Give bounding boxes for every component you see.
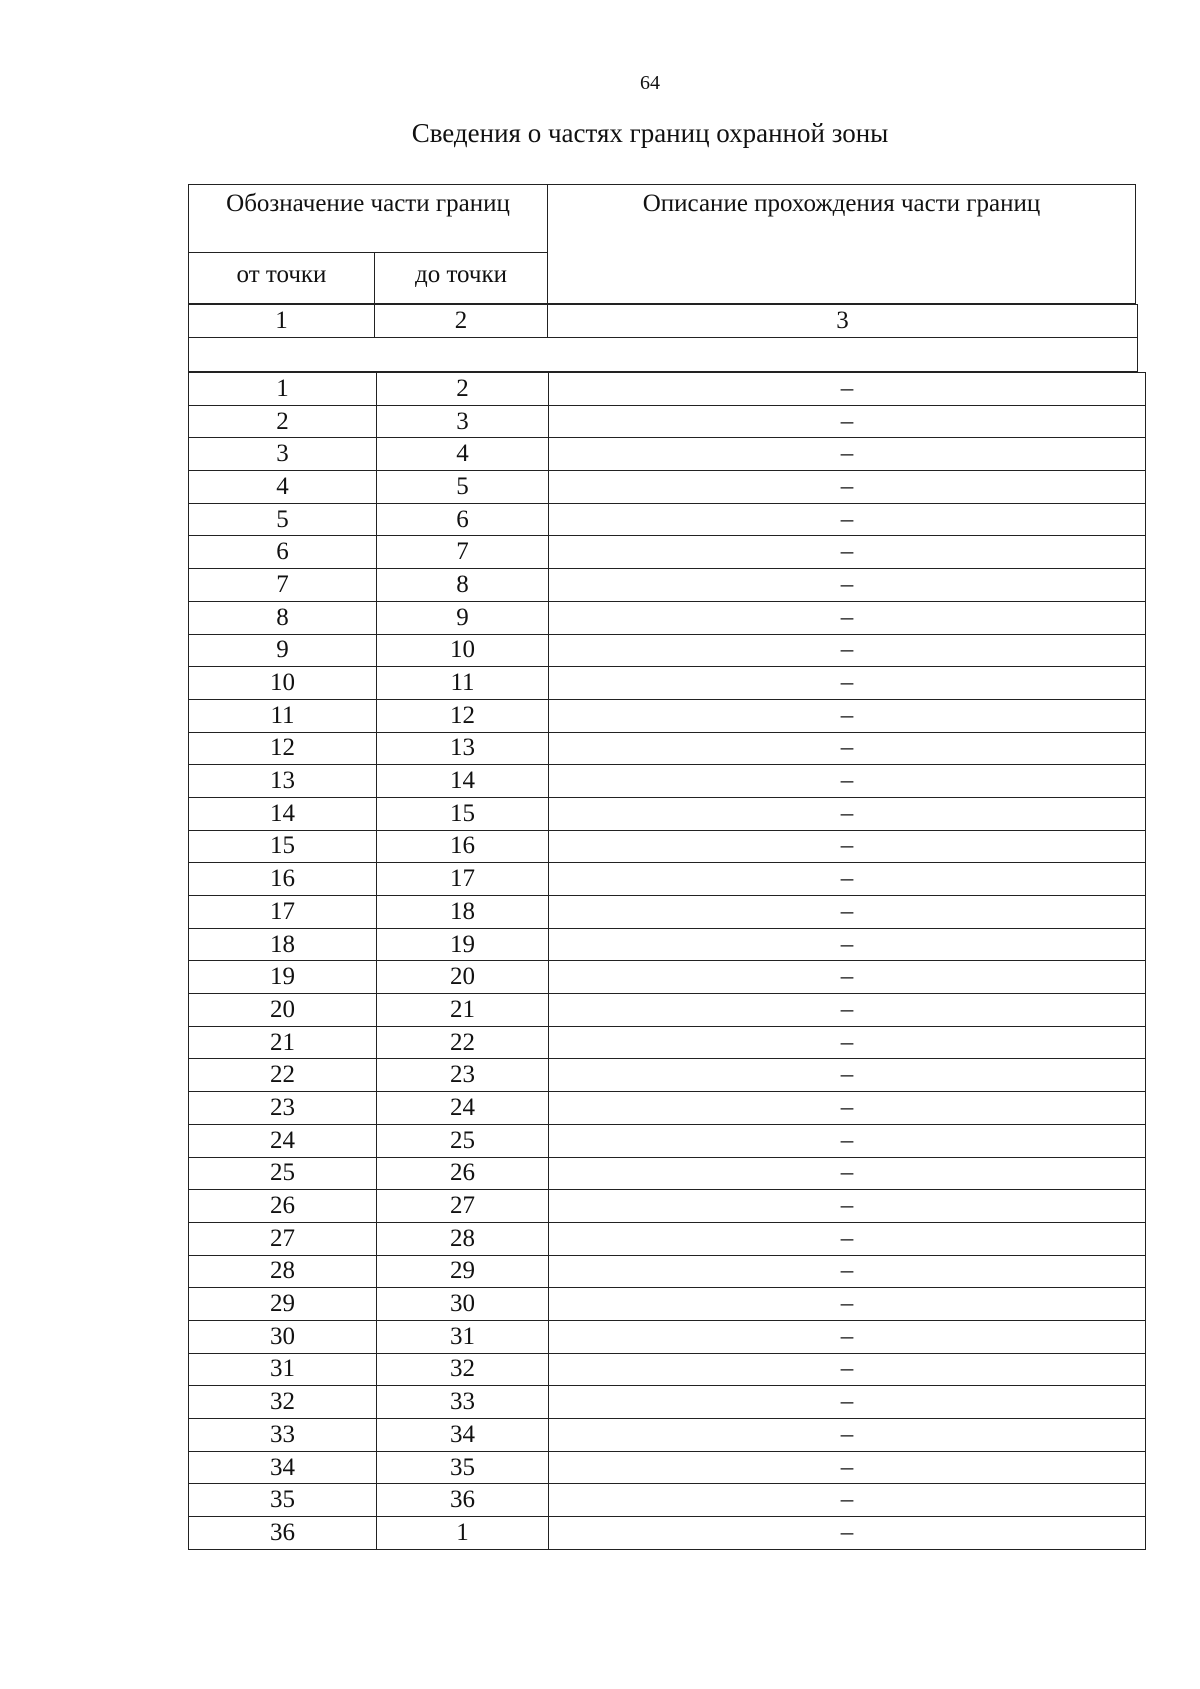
table-row (189, 634, 1146, 667)
description-cell: – (549, 928, 1146, 961)
description-cell: – (549, 667, 1146, 700)
description-cell: – (549, 471, 1146, 504)
table-row (189, 1255, 1146, 1288)
from-point-cell: 33 (189, 1419, 377, 1452)
to-point-cell: 36 (377, 1484, 549, 1517)
table-row (189, 863, 1146, 896)
description-cell: – (549, 373, 1146, 406)
description-cell: – (549, 1484, 1146, 1517)
from-point-cell: 14 (189, 797, 377, 830)
to-point-cell: 25 (377, 1124, 549, 1157)
column-number: 2 (375, 305, 548, 337)
to-point-cell: 23 (377, 1059, 549, 1092)
description-cell: – (549, 438, 1146, 471)
description-cell: – (549, 1059, 1146, 1092)
to-point-cell: 2 (377, 373, 549, 406)
from-point-cell: 35 (189, 1484, 377, 1517)
table-row (189, 1026, 1146, 1059)
table-row (189, 1288, 1146, 1321)
description-cell: – (549, 797, 1146, 830)
from-point-cell: 3 (189, 438, 377, 471)
to-point-cell: 18 (377, 896, 549, 929)
table-row (189, 1092, 1146, 1125)
table-row (189, 830, 1146, 863)
from-point-cell: 5 (189, 503, 377, 536)
from-point-cell: 31 (189, 1353, 377, 1386)
section-blank-row (188, 338, 1138, 372)
to-point-cell: 19 (377, 928, 549, 961)
description-cell: – (549, 1255, 1146, 1288)
from-point-cell: 27 (189, 1222, 377, 1255)
description-cell: – (549, 765, 1146, 798)
from-point-cell: 22 (189, 1059, 377, 1092)
to-point-cell: 13 (377, 732, 549, 765)
from-point-cell: 24 (189, 1124, 377, 1157)
from-point-cell: 34 (189, 1451, 377, 1484)
table-row (189, 765, 1146, 798)
column-number: 1 (189, 305, 375, 337)
to-point-cell: 4 (377, 438, 549, 471)
description-cell: – (549, 1353, 1146, 1386)
to-point-cell: 15 (377, 797, 549, 830)
table-row (189, 1484, 1146, 1517)
from-point-cell: 7 (189, 569, 377, 602)
from-point-cell: 12 (189, 732, 377, 765)
to-point-cell: 11 (377, 667, 549, 700)
table-row (189, 667, 1146, 700)
from-point-cell: 10 (189, 667, 377, 700)
description-cell: – (549, 1190, 1146, 1223)
from-point-cell: 28 (189, 1255, 377, 1288)
page-number: 64 (640, 72, 660, 94)
description-cell: – (549, 405, 1146, 438)
table-body (189, 373, 1146, 1550)
from-point-cell: 30 (189, 1320, 377, 1353)
column-number: 3 (836, 307, 849, 334)
table-row (189, 536, 1146, 569)
from-point-cell: 6 (189, 536, 377, 569)
description-cell: – (549, 1320, 1146, 1353)
table-row (189, 373, 1146, 406)
table-row (189, 1320, 1146, 1353)
table-row (189, 471, 1146, 504)
to-point-cell: 26 (377, 1157, 549, 1190)
to-point-cell: 17 (377, 863, 549, 896)
header-to-point: до точки (375, 253, 548, 303)
description-cell: – (549, 503, 1146, 536)
table-row (189, 1059, 1146, 1092)
from-point-cell: 36 (189, 1517, 377, 1550)
table-row (189, 1419, 1146, 1452)
boundary-parts-table (188, 372, 1146, 1550)
from-point-cell: 20 (189, 994, 377, 1027)
table-row (189, 1517, 1146, 1550)
from-point-cell: 23 (189, 1092, 377, 1125)
from-point-cell: 9 (189, 634, 377, 667)
table-row (189, 699, 1146, 732)
table-row (189, 994, 1146, 1027)
to-point-cell: 16 (377, 830, 549, 863)
description-cell: – (549, 1419, 1146, 1452)
to-point-cell: 22 (377, 1026, 549, 1059)
column-number-row (188, 304, 1138, 338)
from-point-cell: 32 (189, 1386, 377, 1419)
description-cell: – (549, 732, 1146, 765)
table-row (189, 797, 1146, 830)
table-header (188, 184, 1136, 304)
table-row (189, 601, 1146, 634)
from-point-cell: 1 (189, 373, 377, 406)
from-point-cell: 11 (189, 699, 377, 732)
header-from-point: от точки (189, 253, 375, 303)
table-row (189, 405, 1146, 438)
table-row (189, 896, 1146, 929)
table-row (189, 928, 1146, 961)
description-cell: – (549, 994, 1146, 1027)
from-point-cell: 21 (189, 1026, 377, 1059)
to-point-cell: 29 (377, 1255, 549, 1288)
table-row (189, 1157, 1146, 1190)
to-point-cell: 32 (377, 1353, 549, 1386)
description-cell: – (549, 896, 1146, 929)
to-point-cell: 30 (377, 1288, 549, 1321)
description-cell: – (549, 961, 1146, 994)
to-point-cell: 8 (377, 569, 549, 602)
from-point-cell: 8 (189, 601, 377, 634)
description-cell: – (549, 830, 1146, 863)
from-point-cell: 18 (189, 928, 377, 961)
description-cell: – (549, 1092, 1146, 1125)
to-point-cell: 34 (377, 1419, 549, 1452)
description-cell: – (549, 1222, 1146, 1255)
to-point-cell: 5 (377, 471, 549, 504)
header-boundary-designation: Обозначение части границ (189, 185, 548, 253)
table-row (189, 1451, 1146, 1484)
description-cell: – (549, 1517, 1146, 1550)
table-row (189, 961, 1146, 994)
from-point-cell: 19 (189, 961, 377, 994)
to-point-cell: 1 (377, 1517, 549, 1550)
from-point-cell: 26 (189, 1190, 377, 1223)
to-point-cell: 24 (377, 1092, 549, 1125)
from-point-cell: 4 (189, 471, 377, 504)
to-point-cell: 14 (377, 765, 549, 798)
description-cell: – (549, 1386, 1146, 1419)
description-cell: – (549, 634, 1146, 667)
table-row (189, 1222, 1146, 1255)
to-point-cell: 33 (377, 1386, 549, 1419)
from-point-cell: 16 (189, 863, 377, 896)
description-cell: – (549, 699, 1146, 732)
to-point-cell: 10 (377, 634, 549, 667)
header-description: Описание прохождения части границ (642, 190, 1041, 217)
to-point-cell: 12 (377, 699, 549, 732)
to-point-cell: 7 (377, 536, 549, 569)
to-point-cell: 35 (377, 1451, 549, 1484)
to-point-cell: 31 (377, 1320, 549, 1353)
description-cell: – (549, 1124, 1146, 1157)
description-cell: – (549, 569, 1146, 602)
page-title: Сведения о частях границ охранной зоны (411, 118, 889, 148)
to-point-cell: 20 (377, 961, 549, 994)
from-point-cell: 13 (189, 765, 377, 798)
to-point-cell: 3 (377, 405, 549, 438)
table-row (189, 1386, 1146, 1419)
from-point-cell: 17 (189, 896, 377, 929)
to-point-cell: 9 (377, 601, 549, 634)
from-point-cell: 2 (189, 405, 377, 438)
table-row (189, 1190, 1146, 1223)
description-cell: – (549, 536, 1146, 569)
to-point-cell: 28 (377, 1222, 549, 1255)
description-cell: – (549, 863, 1146, 896)
from-point-cell: 15 (189, 830, 377, 863)
to-point-cell: 27 (377, 1190, 549, 1223)
from-point-cell: 29 (189, 1288, 377, 1321)
table-row (189, 569, 1146, 602)
from-point-cell: 25 (189, 1157, 377, 1190)
table-row (189, 1353, 1146, 1386)
table-row (189, 732, 1146, 765)
description-cell: – (549, 1288, 1146, 1321)
table-row (189, 1124, 1146, 1157)
to-point-cell: 21 (377, 994, 549, 1027)
to-point-cell: 6 (377, 503, 549, 536)
description-cell: – (549, 601, 1146, 634)
description-cell: – (549, 1026, 1146, 1059)
description-cell: – (549, 1451, 1146, 1484)
table-row (189, 503, 1146, 536)
table-row (189, 438, 1146, 471)
description-cell: – (549, 1157, 1146, 1190)
